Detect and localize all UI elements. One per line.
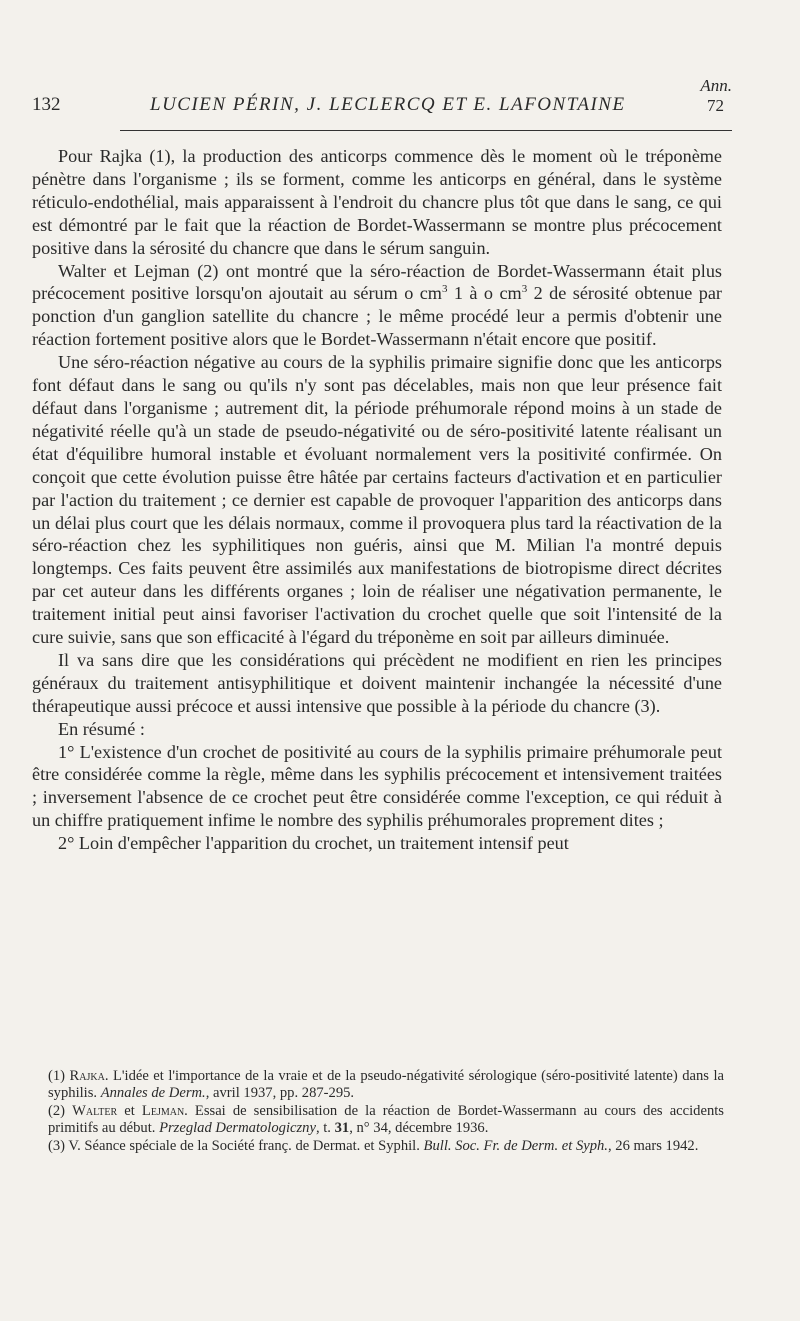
paragraph-resume-heading: En résumé : bbox=[58, 718, 145, 739]
running-header bbox=[32, 76, 732, 126]
header-rule bbox=[120, 130, 732, 131]
paragraph-walter: Walter et Lejman (2) ont montré que la séro-réaction de Bordet-Wassermann était plus précocement positive lorsqu'on ajoutait au sérum o $cm^3$ 1 à o $cm^3$ 2 de sérosité obtenue par ponction d'un ganglion satellite du chancre ; le même procédé leur a permis d'obtenir une réaction fortement positive alors que le Bordet-Wassermann n'était encore que positif. bbox=[32, 260, 722, 350]
journal-abbrev: Ann. bbox=[700, 76, 732, 95]
paragraph-considerations: Il va sans dire que les considérations qui précèdent ne modifient en rien les principes généraux du traitement antisyphilitique et doivent maintenir inchangée la nécessité d'une thérapeutique aussi précoce et aussi intensive que possible à la période du chancre (3). bbox=[32, 649, 722, 716]
footnote-2: (2) Walter et Lejman. Essai de sensibilisation de la réaction de Bordet-Wassermann au cours des accidents primitifs au début. Przeglad Dermatologiczny, t. 31, n° 34, décembre 1936. bbox=[48, 1102, 724, 1137]
page-number: 132 bbox=[32, 94, 61, 115]
footnote-3: (3) V. Séance spéciale de la Société franç. de Dermat. et Syphil. Bull. Soc. Fr. de Derm. et Syph., 26 mars 1942. bbox=[48, 1137, 699, 1154]
running-title: LUCIEN PÉRIN, J. LECLERCQ ET E. LAFONTAINE bbox=[150, 94, 626, 115]
footnotes bbox=[48, 1068, 724, 1156]
paragraph-point-1: 1° L'existence d'un crochet de positivité au cours de la syphilis primaire préhumorale peut être considérée comme la règle, même dans les syphilis précocement et intensivement traitées ; inversement l'absence de ce crochet peut être considérée comme l'exception, ce qui réduit à un chiffre pratiquement infime le nombre des syphilis préhumorales proprement dites ; bbox=[32, 741, 722, 831]
volume-number: 72 bbox=[707, 96, 724, 115]
footnote-1: (1) Rajka. L'idée et l'importance de la vraie et de la pseudo-négativité sérologique (séro-positivité latente) dans la syphilis. Annales de Derm., avril 1937, pp. 287-295. bbox=[48, 1068, 725, 1102]
paragraph-seroreaction: Une séro-réaction négative au cours de la syphilis primaire signifie donc que les anticorps font défaut dans le sang ou qu'ils n'y sont pas décelables, mais non que leur présence fait défaut dans l'organisme ; autrement dit, la période préhumorale répond moins à un stade de négativité réelle qu'à un stade de pseudo-négativité ou de séro-positivité latente réalisant un état d'équilibre humoral instable et évoluant normalement vers la positivité confirmée. On conçoit que cette évolution puisse être hâtée par certains facteurs d'activation et en particulier par l'action du traitement ; ce dernier est capable de provoquer l'apparition des anticorps dans un délai plus court que les délais normaux, comme il provoquera plus tard la réactivation de la séro-réaction chez les syphilitiques non guéris, ainsi que M. Milian l'a montré depuis longtemps. Ces faits peuvent être assimilés aux manifestations de biotropisme direct décrites par cet auteur dans les différents organes ; loin de réaliser une négativation permanente, le traitement initial peut ainsi favoriser l'activation du crochet quelle que soit l'intensité de la cure suivie, sans que son efficacité à l'égard du tréponème en soit par ailleurs diminuée. bbox=[32, 352, 722, 648]
paragraph-point-2: 2° Loin d'empêcher l'apparition du crochet, un traitement intensif peut bbox=[58, 833, 569, 854]
main-text bbox=[32, 145, 722, 855]
paragraph-rajka: Pour Rajka (1), la production des anticorps commence dès le moment où le tréponème pénètre dans l'organisme ; ils se forment, comme les anticorps en général, dans le système réticulo-endothélial, mais apparaissent à l'endroit du chancre plus tôt que dans le sang, ce qui est démontré par le fait que la réaction de Bordet-Wassermann se montre plus précocement positive dans la sérosité du chancre que dans le sérum sanguin. bbox=[32, 146, 722, 258]
